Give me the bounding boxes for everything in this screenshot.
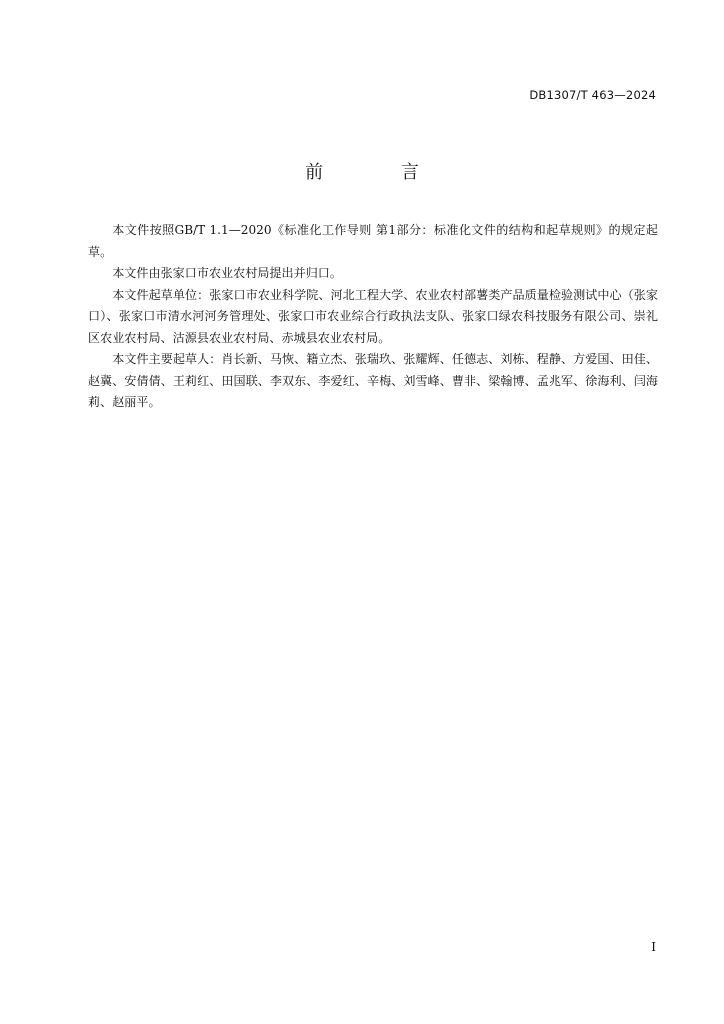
paragraph-drafting-units: 本文件起草单位：张家口市农业科学院、河北工程大学、农业农村部薯类产品质量检验测试中心（张家口）、张家口市清水河河务管理处、张家口市农业综合行政执法支队、张家口绿农科技服务有限公司、崇礼区农业农村局、沽源县农业农村局、赤城县农业农村局。: [88, 287, 658, 345]
paragraph-proposer: 本文件由张家口市农业农村局提出并归口。: [112, 266, 342, 280]
paragraph-drafting-rule: 本文件按照GB/T 1.1—2020《标准化工作导则 第1部分：标准化文件的结构和起草规则》的规定起草。: [88, 223, 658, 259]
document-code: DB1307/T 463—2024: [529, 88, 656, 102]
page-number: I: [651, 940, 656, 954]
paragraph-drafters: 本文件主要起草人：肖长新、马恢、籍立杰、张瑞玖、张耀辉、任德志、刘栋、程静、方爱国、田佳、赵冀、安倩倩、王莉红、田国联、李双东、李爱红、辛梅、刘雪峰、曹非、梁翰博、孟兆军、徐海利、闫海莉、赵丽平。: [88, 352, 658, 409]
section-title: 前 言: [305, 162, 455, 183]
preface-body: [88, 220, 658, 414]
